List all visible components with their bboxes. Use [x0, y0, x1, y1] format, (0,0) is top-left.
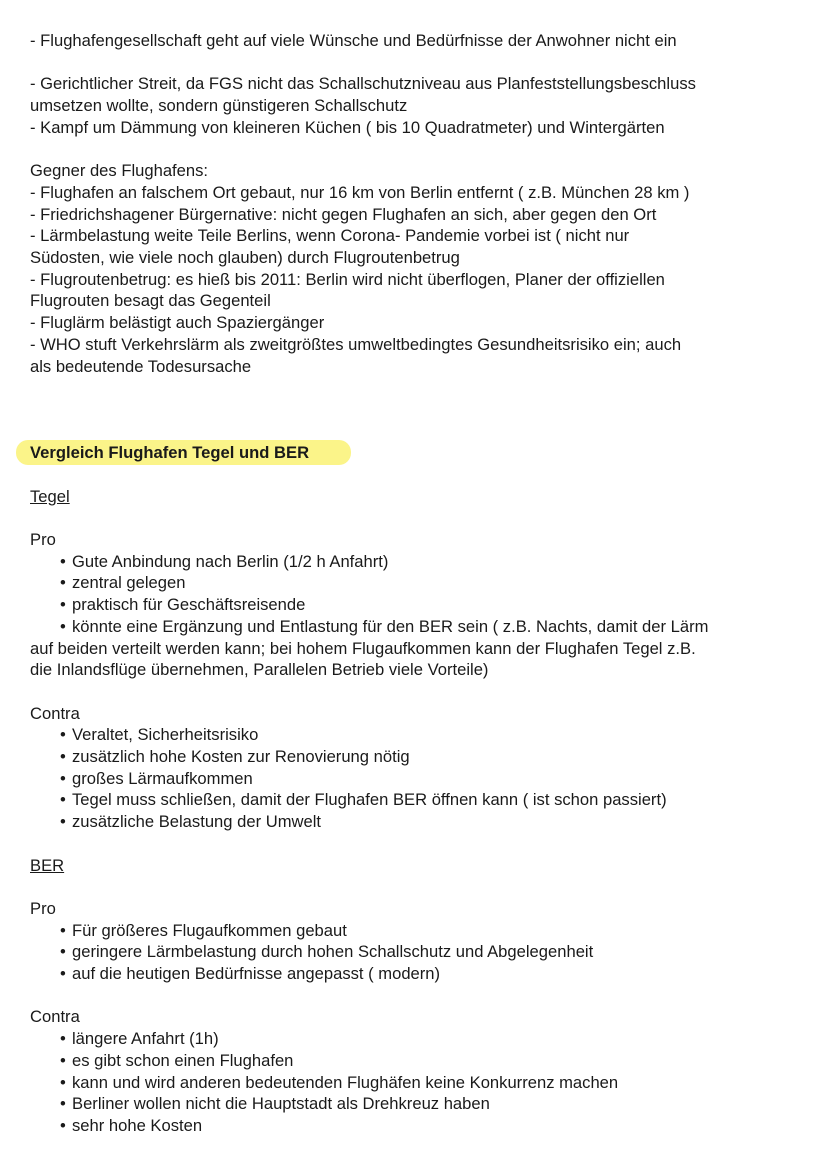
list-item: • zusätzlich hohe Kosten zur Renovierung nötig: [60, 747, 410, 767]
list-item-continuation: auf beiden verteilt werden kann; bei hohem Flugaufkommen kann der Flughafen Tegel z.B.: [30, 638, 696, 658]
text-line: - Friedrichshagener Bürgernative: nicht gegen Flughafen an sich, aber gegen den Ort: [30, 204, 657, 224]
list-item: • zentral gelegen: [60, 573, 186, 593]
text-line: - Flugroutenbetrug: es hieß bis 2011: Berlin wird nicht überflogen, Planer der offiziellen: [30, 269, 665, 289]
bullet-icon: •: [60, 920, 66, 940]
list-item: • zusätzliche Belastung der Umwelt: [60, 812, 322, 832]
bullet-icon: •: [60, 616, 66, 636]
tegel-section: [30, 486, 788, 833]
list-item: • großes Lärmaufkommen: [60, 768, 253, 788]
list-item: • Berliner wollen nicht die Hauptstadt als Drehkreuz haben: [60, 1094, 490, 1114]
list-item: • kann und wird anderen bedeutenden Flughäfen keine Konkurrenz machen: [60, 1072, 619, 1092]
list-item: • Tegel muss schließen, damit der Flughafen BER öffnen kann ( ist schon passiert): [60, 790, 667, 810]
bullet-icon: •: [60, 725, 66, 745]
list-item: • auf die heutigen Bedürfnisse angepasst ( modern): [60, 964, 441, 984]
text-line: - Flughafengesellschaft geht auf viele Wünsche und Bedürfnisse der Anwohner nicht ein: [30, 31, 677, 50]
bullet-icon: •: [60, 1072, 66, 1092]
text-line: Flugrouten besagt das Gegenteil: [30, 291, 271, 311]
highlighted-heading: [30, 442, 309, 464]
text-line: - Fluglärm belästigt auch Spaziergänger: [30, 313, 325, 333]
intro-paragraph: [30, 30, 788, 52]
text-line: umsetzen wollte, sondern günstigeren Schallschutz: [30, 96, 408, 116]
bullet-icon: •: [60, 964, 66, 984]
list-item: • sehr hohe Kosten: [60, 1115, 203, 1135]
bullet-icon: •: [60, 1029, 66, 1049]
list-item: • längere Anfahrt (1h): [60, 1029, 219, 1049]
comparison-heading: Vergleich Flughafen Tegel und BER: [30, 443, 310, 463]
bullet-icon: •: [60, 1115, 66, 1135]
list-item: • geringere Lärmbelastung durch hohen Schallschutz und Abgelegenheit: [60, 942, 594, 962]
list-item: • es gibt schon einen Flughafen: [60, 1050, 294, 1070]
text-line: - Flughafen an falschem Ort gebaut, nur 16 km von Berlin entfernt ( z.B. München 28 km ): [30, 182, 690, 202]
opponents-title: Gegner des Flughafens:: [30, 161, 209, 181]
bullet-icon: •: [60, 595, 66, 615]
list-item: • Veraltet, Sicherheitsrisiko: [60, 725, 259, 745]
bullet-icon: •: [60, 573, 66, 593]
text-line: - Lärmbelastung weite Teile Berlins, wenn Corona- Pandemie vorbei ist ( nicht nur: [30, 226, 630, 246]
ber-pro-label: Pro: [30, 898, 56, 918]
dispute-paragraph: [30, 73, 788, 138]
ber-title: BER: [30, 855, 65, 875]
ber-contra-label: Contra: [30, 1007, 80, 1027]
text-line: als bedeutende Todesursache: [30, 356, 252, 376]
list-item: • Gute Anbindung nach Berlin (1/2 h Anfahrt): [60, 551, 389, 571]
tegel-pro-label: Pro: [30, 530, 56, 549]
bullet-icon: •: [60, 790, 66, 810]
list-item: • könnte eine Ergänzung und Entlastung für den BER sein ( z.B. Nachts, damit der Lärm: [60, 616, 709, 636]
bullet-icon: •: [60, 551, 66, 571]
opponents-section: [30, 160, 788, 377]
list-item-continuation: die Inlandsflüge übernehmen, Parallelen Betrieb viele Vorteile): [30, 660, 489, 680]
bullet-icon: •: [60, 812, 66, 832]
bullet-icon: •: [60, 1050, 66, 1070]
bullet-icon: •: [60, 1094, 66, 1114]
ber-section: [30, 855, 788, 1137]
text-line: - Gerichtlicher Streit, da FGS nicht das Schallschutzniveau aus Planfeststellungsbeschluss: [30, 74, 696, 94]
comparison-heading-block: [30, 442, 788, 464]
text-line: Südosten, wie viele noch glauben) durch Flugroutenbetrug: [30, 248, 460, 267]
list-item: • Für größeres Flugaufkommen gebaut: [60, 920, 347, 940]
bullet-icon: •: [60, 942, 66, 962]
text-line: - Kampf um Dämmung von kleineren Küchen ( bis 10 Quadratmeter) und Wintergärten: [30, 117, 665, 137]
tegel-contra-label: Contra: [30, 703, 80, 723]
bullet-icon: •: [60, 768, 66, 788]
list-item: • praktisch für Geschäftsreisende: [60, 595, 306, 615]
tegel-title: Tegel: [30, 486, 70, 506]
text-line: - WHO stuft Verkehrslärm als zweitgrößtes umweltbedingtes Gesundheitsrisiko ein; auch: [30, 334, 682, 354]
bullet-icon: •: [60, 747, 66, 767]
